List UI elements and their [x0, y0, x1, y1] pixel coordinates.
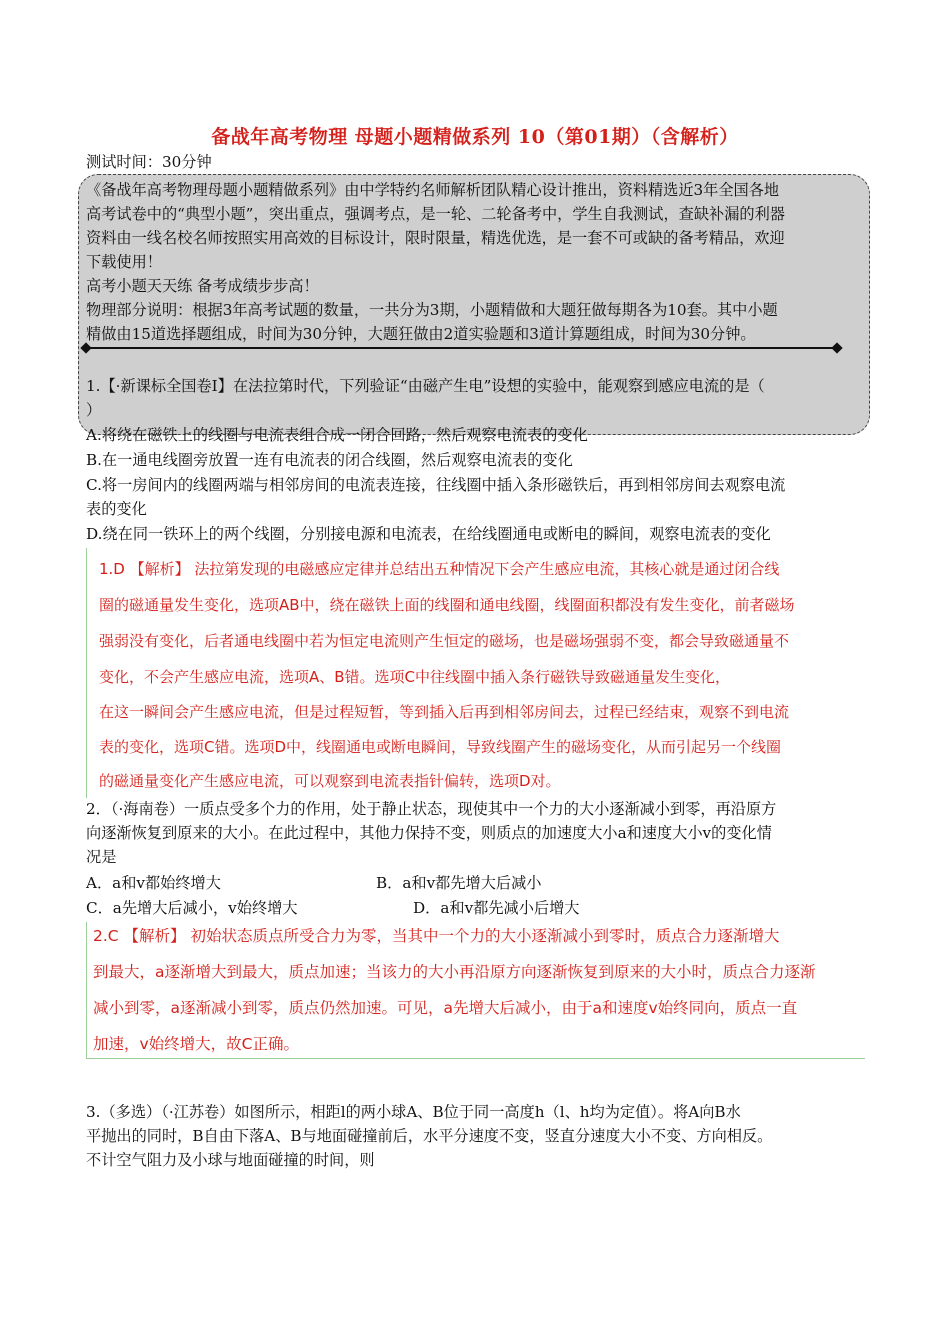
question-1-stem: 1.【·新课标全国卷Ⅰ】在法拉第时代，下列验证“由磁产生电”设想的实验中，能观察到感应电流的是（: [86, 377, 765, 395]
question-1-option-c: 表的变化: [86, 500, 147, 518]
question-2-option-c: C．a先增大后减小，v始终增大: [86, 899, 298, 917]
question-2-stem: 向逐渐恢复到原来的大小。在此过程中，其他力保持不变，则质点的加速度大小a和速度大小v的变化情: [86, 824, 772, 842]
answer-1-line: 圈的磁通量发生变化，选项AB中，绕在磁铁上面的线圈和通电线圈，线圈面积都没有发生变化，前者磁场: [99, 596, 795, 614]
question-1-option-d: D.绕在同一铁环上的两个线圈，分别接电源和电流表，在给线圈通电或断电的瞬间，观察电流表的变化: [86, 525, 771, 543]
intro-line: 下载使用！: [86, 253, 162, 271]
question-1-option-b: B.在一通电线圈旁放置一连有电流表的闭合线圈，然后观察电流表的变化: [86, 451, 573, 469]
test-time: 测试时间：30分钟: [86, 153, 212, 171]
answer-2-line: 到最大，a逐渐增大到最大，质点加速；当该力的大小再沿原方向逐渐恢复到原来的大小时，质点合力逐渐: [93, 963, 816, 981]
question-2-option-b: B．a和v都先增大后减小: [376, 874, 542, 892]
question-1-stem: ）: [86, 401, 102, 419]
answer-2-line: 减小到零，a逐渐减小到零，质点仍然加速。可见，a先增大后减小，由于a和速度v始终同向，质点一直: [93, 999, 798, 1017]
intro-line: 物理部分说明：根据3年高考试题的数量，一共分为3期，小题精做和大题狂做每期各为10套。其中小题: [86, 301, 778, 319]
answer-1-line: 在这一瞬间会产生感应电流，但是过程短暂，等到插入后再到相邻房间去，过程已经结束，观察不到电流: [99, 703, 790, 721]
answer-1-line: 表的变化，选项C错。选项D中，线圈通电或断电瞬间，导致线圈产生的磁场变化，从而引起另一个线圈: [99, 738, 782, 756]
answer-2-line: 加速，v始终增大，故C正确。: [93, 1035, 299, 1053]
question-1-option-a: A.将绕在磁铁上的线圈与电流表组合成一闭合回路，然后观察电流表的变化: [86, 426, 588, 444]
answer-2-line: 2.C 【解析】 初始状态质点所受合力为零，当其中一个力的大小逐渐减小到零时，质点合力逐渐增大: [93, 927, 780, 945]
intro-line: 资料由一线名校名师按照实用高效的目标设计，限时限量，精选优选，是一套不可或缺的备考精品，欢迎: [86, 229, 785, 247]
answer-1-line: 强弱没有变化，后者通电线圈中若为恒定电流则产生恒定的磁场，也是磁场强弱不变，都会导致磁通量不: [99, 632, 790, 650]
answer-2-box: [86, 922, 865, 1059]
question-3-stem: 3.（多选）（·江苏卷）如图所示，相距l的两小球A、B位于同一高度h（l、h均为定值）。将A向B水: [86, 1103, 741, 1121]
intro-line: 《备战年高考物理母题小题精做系列》由中学特约名师解析团队精心设计推出，资料精选近3年全国各地: [86, 181, 780, 199]
question-2-option-a: A．a和v都始终增大: [86, 874, 221, 892]
intro-line: 精做由15道选择题组成，时间为30分钟，大题狂做由2道实验题和3道计算题组成，时间为30分钟。: [86, 325, 756, 343]
divider-line: [86, 347, 837, 349]
question-3-stem: 平抛出的同时，B自由下落A、B与地面碰撞前后，水平分速度不变，竖直分速度大小不变、方向相反。: [86, 1127, 773, 1145]
answer-1-line: 变化，不会产生感应电流，选项A、B错。选项C中往线圈中插入条行磁铁导致磁通量发生变化，: [99, 668, 731, 686]
answer-1-line: 1.D 【解析】 法拉第发现的电磁感应定律并总结出五种情况下会产生感应电流，其核心就是通过闭合线: [99, 560, 780, 578]
answer-1-line: 的磁通量变化产生感应电流，可以观察到电流表指针偏转，选项D对。: [99, 772, 561, 790]
question-3-stem: 不计空气阻力及小球与地面碰撞的时间，则: [86, 1151, 375, 1169]
question-2-stem: 2．（·海南卷）一质点受多个力的作用，处于静止状态，现使其中一个力的大小逐渐减小到零，再沿原方: [86, 800, 777, 818]
answer-1-box: [86, 548, 857, 798]
intro-line: 高考试卷中的“典型小题”，突出重点，强调考点，是一轮、二轮备考中，学生自我测试，查缺补漏的利器: [86, 205, 785, 223]
question-2-stem: 况是: [86, 848, 117, 866]
question-2-option-d: D．a和v都先减小后增大: [413, 899, 580, 917]
page-title: 备战年高考物理 母题小题精做系列 10（第01期）（含解析）: [211, 126, 739, 148]
question-1-option-c: C.将一房间内的线圈两端与相邻房间的电流表连接，往线圈中插入条形磁铁后，再到相邻房间去观察电流: [86, 476, 786, 494]
intro-line: 高考小题天天练 备考成绩步步高！: [86, 277, 319, 295]
